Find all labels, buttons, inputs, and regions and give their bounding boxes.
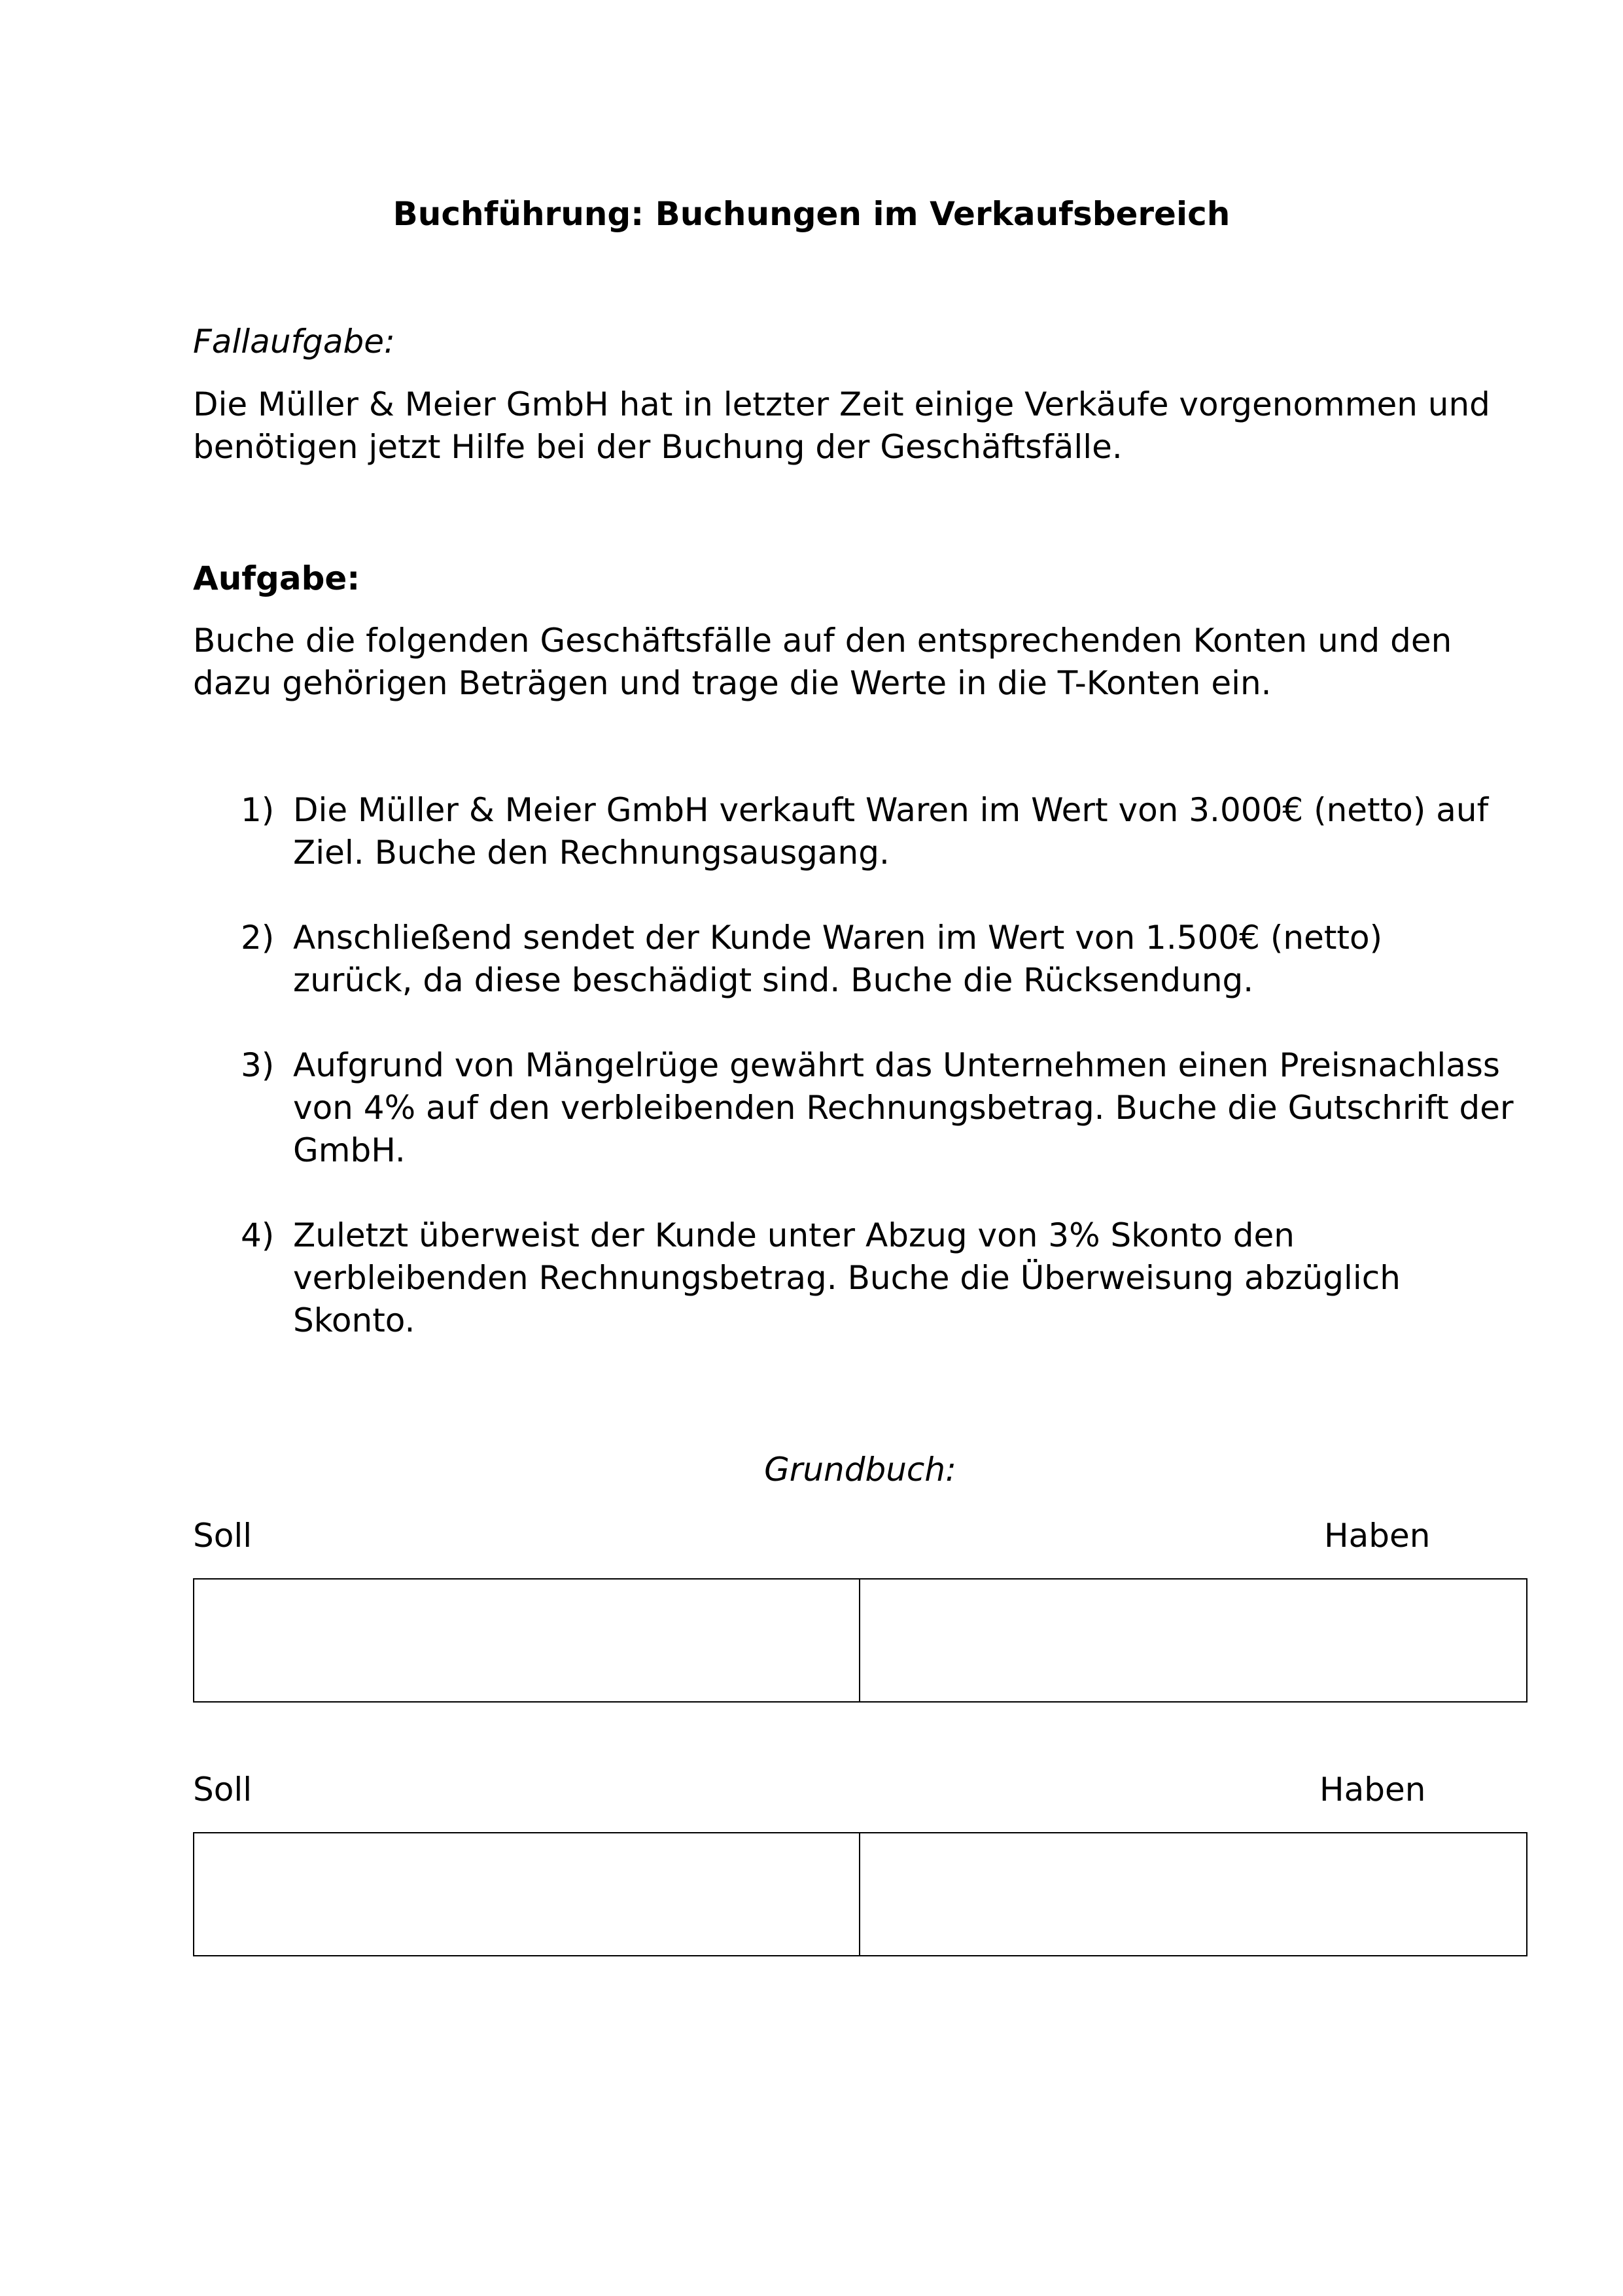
haben-entry-field[interactable] [860, 1833, 1526, 1955]
list-item-line: Die Müller & Meier GmbH verkauft Waren im Wert von 3.000€ (netto) auf [293, 791, 1489, 829]
haben-label: Haben [1319, 1771, 1426, 1809]
case-label: Fallaufgabe: [193, 323, 395, 361]
soll-entry-field[interactable] [194, 1580, 860, 1701]
case-description [193, 383, 1490, 468]
soll-entry-field[interactable] [194, 1833, 860, 1955]
list-item-line: Skonto. [293, 1301, 415, 1339]
list-item-line: Ziel. Buche den Rechnungsausgang. [293, 834, 890, 872]
list-item-line: zurück, da diese beschädigt sind. Buche die Rücksendung. [293, 961, 1254, 999]
list-item-number: 2) [241, 919, 275, 957]
task-label: Aufgabe: [193, 559, 360, 597]
haben-label: Haben [1324, 1517, 1431, 1555]
list-item [241, 1214, 1514, 1342]
list-item [241, 917, 1514, 1002]
task-line: Buche die folgenden Geschäftsfälle auf den entsprechenden Konten und den [193, 622, 1452, 660]
list-item-number: 3) [241, 1046, 275, 1084]
haben-entry-field[interactable] [860, 1580, 1526, 1701]
list-item [241, 1044, 1514, 1172]
case-line: Die Müller & Meier GmbH hat in letzter Zeit einige Verkäufe vorgenommen und [193, 385, 1490, 423]
task-line: dazu gehörigen Beträgen und trage die Werte in die T-Konten ein. [193, 664, 1272, 702]
list-item-number: 4) [241, 1216, 275, 1254]
task-description [193, 620, 1452, 705]
page-title: Buchführung: Buchungen im Verkaufsbereich [393, 195, 1230, 233]
list-item-line: von 4% auf den verbleibenden Rechnungsbetrag. Buche die Gutschrift der [293, 1089, 1514, 1127]
list-item-number: 1) [241, 791, 275, 829]
list-item-line: Aufgrund von Mängelrüge gewährt das Unternehmen einen Preisnachlass [293, 1046, 1500, 1084]
transaction-list [241, 789, 1514, 1385]
case-line: benötigen jetzt Hilfe bei der Buchung der Geschäftsfälle. [193, 428, 1123, 466]
soll-label: Soll [193, 1771, 253, 1809]
list-item [241, 789, 1514, 874]
journal-entry-box [193, 1832, 1527, 1956]
list-item-line: verbleibenden Rechnungsbetrag. Buche die Überweisung abzüglich [293, 1259, 1401, 1297]
journal-entry-box [193, 1578, 1527, 1703]
list-item-line: GmbH. [293, 1131, 406, 1169]
list-item-line: Zuletzt überweist der Kunde unter Abzug von 3% Skonto den [293, 1216, 1295, 1254]
grundbuch-label: Grundbuch: [764, 1451, 956, 1489]
list-item-line: Anschließend sendet der Kunde Waren im Wert von 1.500€ (netto) [293, 919, 1383, 957]
soll-label: Soll [193, 1517, 253, 1555]
